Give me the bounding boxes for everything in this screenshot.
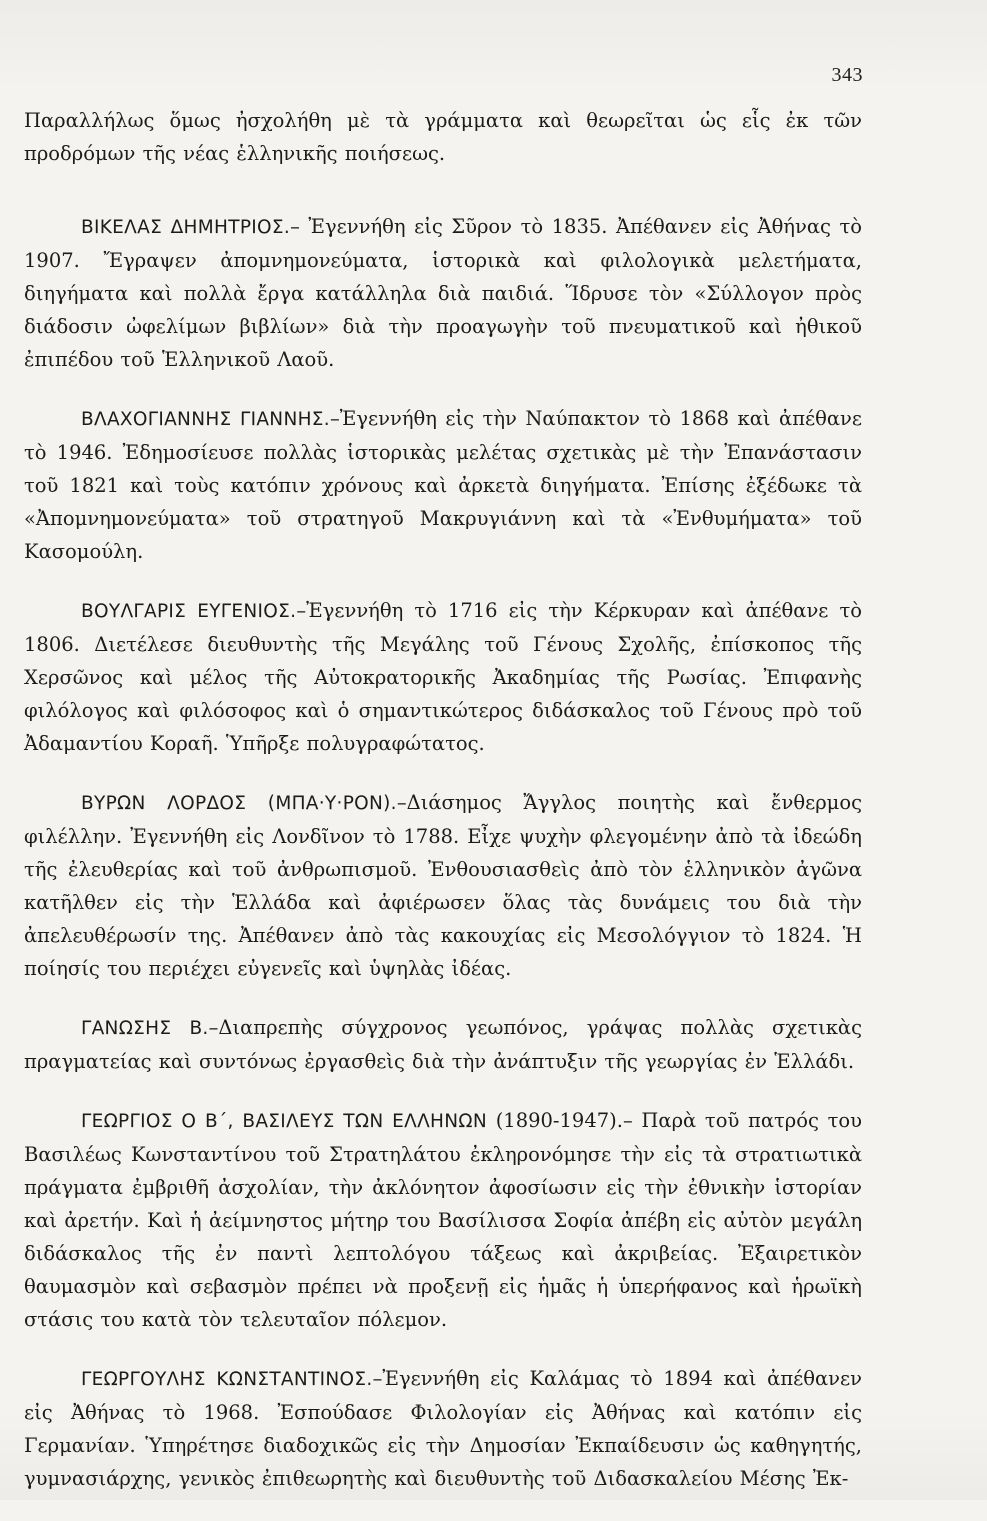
page-body: [24, 104, 862, 1521]
entry-text: (1890-1947).– Παρὰ τοῦ πατρός του Βασιλέως Κωνσταντίνου τοῦ Στρατηλάτου ἐκληρονόμησε τὴν εἰς τὰ στρατιωτικὰ πράγματα ἐμβριθῆ ἀσχολίαν, τὴν ἀκλόνητον ἀφοσίωσιν εἰς τὴν ἐθνικὴν ἱστορίαν καὶ ἀρετήν. Καὶ ἡ ἀείμνηστος μήτηρ του Βασίλισσα Σοφία ἀπέβη εἰς αὐτὸν μεγάλη διδάσκαλος τῆς ἐν παντὶ λεπτολόγου τάξεως καὶ ἀκριβείας. Ἐξαιρετικὸν θαυμασμὸν καὶ σεβασμὸν πρέπει νὰ προξενῇ εἰς ἡμᾶς ἡ ὑπερήφανος καὶ ἡρωϊκὴ στάσις του κατὰ τὸν τελευταῖον πόλεμον.: [24, 1109, 863, 1331]
entry-text: –Ἐγεννήθη εἰς τὴν Ναύπακτον τὸ 1868 καὶ ἀπέθανε τὸ 1946. Ἐδημοσίευσε πολλὰς ἱστορικὰς μελέτας σχετικὰς μὲ τὴν Ἐπανάστασιν τοῦ 1821 καὶ τοὺς κατόπιν χρόνους καὶ ἀρκετὰ διηγήματα. Ἐπίσης ἐξέδωκε τὰ «Ἀπομνημονεύματα» τοῦ στρατηγοῦ Μακρυγιάννη καὶ τὰ «Ἐνθυμήματα» τοῦ Κασομούλη.: [24, 407, 862, 563]
entry-text: –Διάσημος Ἄγγλος ποιητὴς καὶ ἔνθερμος φιλέλλην. Ἐγεννήθη εἰς Λονδῖνον τὸ 1788. Εἶχε ψυχὴν φλεγομένην ἀπὸ τὰ ἰδεώδη τῆς ἐλευθερίας καὶ τοῦ ἀνθρωπισμοῦ. Ἐνθουσιασθεὶς ἀπὸ τὸν ἑλληνικὸν ἀγῶνα κατῆλθεν εἰς τὴν Ἑλλάδα καὶ ἀφιέρωσεν ὅλας τὰς δυνάμεις του διὰ τὴν ἀπελευθέρωσίν της. Ἀπέθανεν ἀπὸ τὰς κακουχίας εἰς Μεσολόγγιον τὸ 1824. Ἡ ποίησίς του περιέχει εὐγενεῖς καὶ ὑψηλὰς ἰδέας.: [24, 791, 862, 980]
entry-vikelas: [24, 210, 862, 376]
entry-text: –Ἐγεννήθη τὸ 1716 εἰς τὴν Κέρκυραν καὶ ἀπέθανε τὸ 1806. Διετέλεσε διευθυντὴς τῆς Μεγάλης τοῦ Γένους Σχολῆς, ἐπίσκοπος τῆς Χερσῶνος καὶ μέλος τῆς Αὐτοκρατορικῆς Ἀκαδημίας τῆς Ρωσίας. Ἐπιφανὴς φιλόλογος καὶ φιλόσοφος καὶ ὁ σημαντικώτερος διδάσκαλος τοῦ Γένους πρὸ τοῦ Ἀδαμαντίου Κοραῆ. Ὑπῆρξε πολυγραφώτατος.: [24, 599, 862, 755]
intro-paragraph: Παραλλήλως ὅμως ἠσχολήθη μὲ τὰ γράμματα καὶ θεωρεῖται ὡς εἷς ἐκ τῶν προδρόμων τῆς νέας ἑλληνικῆς ποιήσεως.: [24, 109, 862, 165]
entry-voulgaris: [24, 594, 862, 760]
entry-headword: ΒΙΚΕΛΑΣ ΔΗΜΗΤΡΙΟΣ.: [81, 217, 291, 238]
entry-ganosis: [24, 1011, 862, 1078]
entry-headword: ΒΟΥΛΓΑΡΙΣ ΕΥΓΕΝΙΟΣ.: [81, 601, 297, 622]
entry-byron: [24, 786, 862, 985]
entry-headword: ΒΥΡΩΝ ΛΟΡΔΟΣ (ΜΠΑ·Υ·ΡΟΝ).: [81, 793, 397, 814]
entry-headword: ΒΛΑΧΟΓΙΑΝΝΗΣ ΓΙΑΝΝΗΣ.: [81, 409, 330, 430]
entry-vlachogiannis: [24, 402, 862, 568]
entry-georgios-b: [24, 1104, 862, 1336]
page-number: 343: [831, 64, 863, 86]
entry-text: –Διαπρεπὴς σύγχρονος γεωπόνος, γράψας πολλὰς σχετικὰς πραγματείας καὶ συντόνως ἐργασθεὶς διὰ τὴν ἀνάπτυξιν τῆς γεωργίας ἐν Ἑλλάδι.: [24, 1016, 862, 1073]
entry-headword: ΓΕΩΡΓΟΥΛΗΣ ΚΩΝΣΤΑΝΤΙΝΟΣ.: [81, 1369, 373, 1390]
entry-headword: ΓΑΝΩΣΗΣ Β.: [81, 1018, 209, 1039]
entry-georgoulis: [24, 1362, 862, 1495]
entry-text: –Ἐγεννήθη εἰς Καλάμας τὸ 1894 καὶ ἀπέθανεν εἰς Ἀθήνας τὸ 1968. Ἐσπούδασε Φιλολογίαν εἰς Ἀθήνας καὶ κατόπιν εἰς Γερμανίαν. Ὑπηρέτησε διαδοχικῶς εἰς τὴν Δημοσίαν Ἐκπαίδευσιν ὡς καθηγητής, γυμνασιάρχης, γενικὸς ἐπιθεωρητὴς καὶ διευθυντὴς τοῦ Διδασκαλείου Μέσης Ἐκ-: [24, 1367, 862, 1490]
entry-text: – Ἐγεννήθη εἰς Σῦρον τὸ 1835. Ἀπέθανεν εἰς Ἀθήνας τὸ 1907. Ἔγραψεν ἀπομνημονεύματα, ἱστορικὰ καὶ φιλολογικὰ μελετήματα, διηγήματα καὶ πολλὰ ἔργα κατάλληλα διὰ παιδιά. Ἵδρυσε τὸν «Σύλλογον πρὸς διάδοσιν ὠφελίμων βιβλίων» διὰ τὴν προαγωγὴν τοῦ πνευματικοῦ καὶ ἠθικοῦ ἐπιπέδου τοῦ Ἑλληνικοῦ Λαοῦ.: [24, 215, 862, 371]
entry-headword: ΓΕΩΡΓΙΟΣ Ο Β΄, ΒΑΣΙΛΕΥΣ ΤΩΝ ΕΛΛΗΝΩΝ: [81, 1111, 487, 1132]
